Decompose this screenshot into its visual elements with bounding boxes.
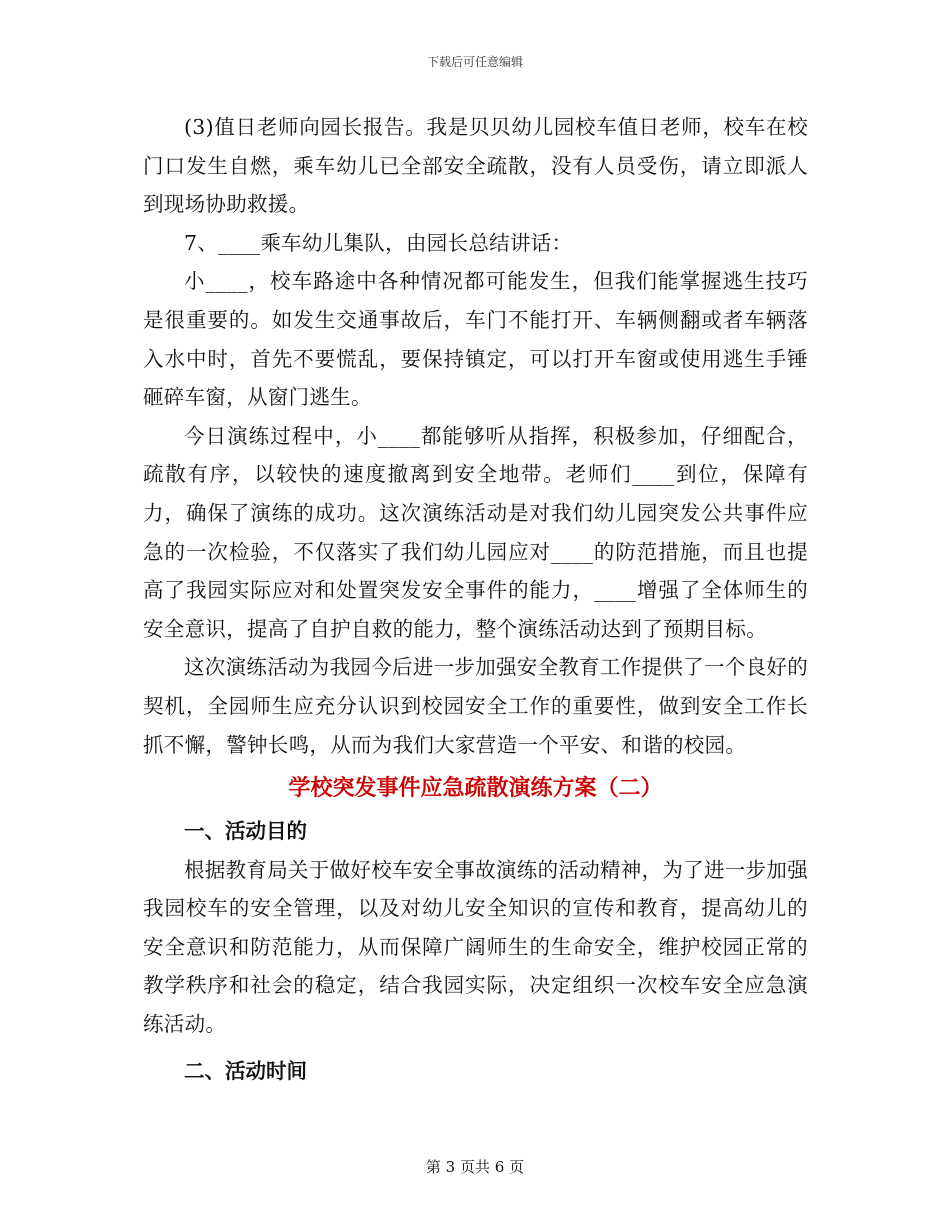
paragraph-escape-tips: 小____，校车路途中各种情况都可能发生，但我们能掌握逃生技巧是很重要的。如发生交通事故后，车门不能打开、车辆侧翻或者车辆落入水中时，首先不要慌乱，要保持镇定，可以打开车窗或使用逃生手锤砸碎车窗，从窗门逃生。: [143, 269, 808, 410]
section-title: 学校突发事件应急疏散演练方案（二）: [288, 776, 663, 802]
paragraph-drill-summary: 今日演练过程中，小____都能够听从指挥，积极参加，仔细配合，疏散有序，以较快的速度撤离到安全地带。老师们____到位，保障有力，确保了演练的成功。这次演练活动是对我们幼儿园突发公共事件应急的一次检验，不仅落实了我们幼儿园应对____的防范措施，而且也提高了我园实际应对和处置突发安全事件的能力，____增强了全体师生的安全意识，提高了自护自救的能力，整个演练活动达到了预期目标。: [143, 423, 808, 641]
heading-time: 二、活动时间: [184, 1058, 307, 1083]
page-header: 下载后可任意编辑: [426, 55, 523, 69]
paragraph-report: (3)值日老师向园长报告。我是贝贝幼儿园校车值日老师，校车在校门口发生自燃，乘车幼儿已全部安全疏散，没有人员受伤，请立即派人到现场协助救援。: [143, 115, 808, 217]
page-footer: 第 3 页共 6 页: [425, 1158, 525, 1176]
paragraph-assembly: 7、____乘车幼儿集队，由园长总结讲话：: [184, 230, 573, 255]
paragraph-conclusion: 这次演练活动为我园今后进一步加强安全教育工作提供了一个良好的契机，全园师生应充分认识到校园安全工作的重要性，做到安全工作长抓不懈，警钟长鸣，从而为我们大家营造一个平安、和谐的校园。: [143, 655, 808, 757]
document-body: [143, 108, 808, 1090]
heading-purpose: 一、活动目的: [184, 819, 307, 844]
paragraph-purpose: 根据教育局关于做好校车安全事故演练的活动精神，为了进一步加强我园校车的安全管理，以及对幼儿安全知识的宣传和教育，提高幼儿的安全意识和防范能力，从而保障广阔师生的生命安全，维护校园正常的教学秩序和社会的稳定，结合我园实际，决定组织一次校车安全应急演练活动。: [143, 857, 808, 1037]
